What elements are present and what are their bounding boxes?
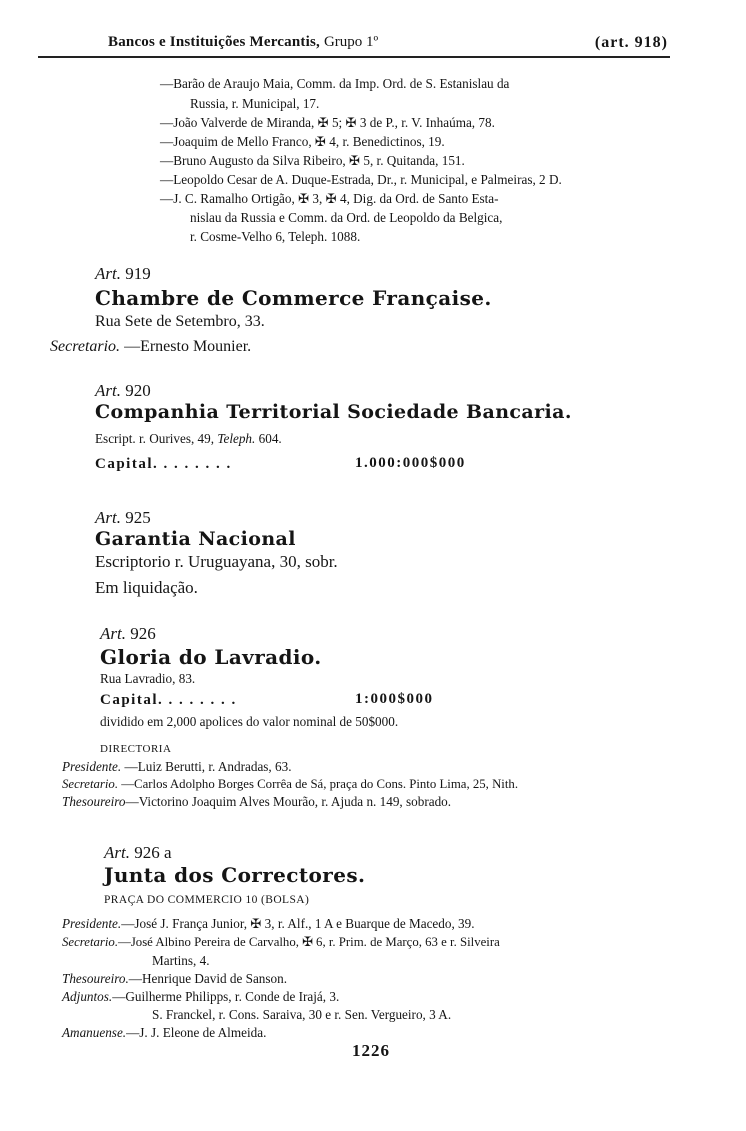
president-line: Presidente.—José J. França Junior, ✠ 3, r. Alf., 1 A e Buarque de Macedo, 39. <box>62 916 475 931</box>
capital-note: dividido em 2,000 apolices do valor nominal de 50$000. <box>100 714 399 729</box>
capital-line: Capital. . . . . . . . <box>100 692 237 708</box>
article-name: Chambre de Commerce Française. <box>95 286 492 310</box>
secretary-line-cont: Martins, 4. <box>152 953 210 968</box>
article-place: PRAÇA DO COMMERCIO 10 (BOLSA) <box>104 894 310 906</box>
header-rule <box>38 56 670 58</box>
member-line: —Joaquim de Mello Franco, ✠ 4, r. Benedictinos, 19. <box>160 134 445 149</box>
capital-value: 1.000:000$000 <box>355 455 466 471</box>
member-line: Russia, r. Municipal, 17. <box>190 96 320 111</box>
article-name: Junta dos Correctores. <box>104 863 366 887</box>
adjuncts-line-cont: S. Franckel, r. Cons. Saraiva, 30 e r. Sen. Vergueiro, 3 A. <box>152 1007 452 1022</box>
article-address: Rua Sete de Setembro, 33. <box>95 313 265 330</box>
header-group: Grupo 1º <box>323 34 379 50</box>
secretary-line: Secretario. —Carlos Adolpho Borges Corrêa de Sá, praça do Cons. Pinto Lima, 25, Nith. <box>62 777 519 791</box>
article-number: Art. 920 <box>95 381 151 400</box>
article-number: Art. 919 <box>95 264 151 283</box>
member-line: nislau da Russia e Comm. da Ord. de Leopoldo da Belgica, <box>190 210 503 225</box>
member-line: —J. C. Ramalho Ortigão, ✠ 3, ✠ 4, Dig. da Ord. de Santo Esta- <box>160 191 499 206</box>
article-number: Art. 926 <box>100 624 156 643</box>
article-number: Art. 925 <box>95 508 151 527</box>
clerk-line: Amanuense.—J. J. Eleone de Almeida. <box>62 1025 267 1040</box>
member-line: —Leopoldo Cesar de A. Duque-Estrada, Dr., r. Municipal, e Palmeiras, 2 D. <box>160 172 562 187</box>
article-name: Garantia Nacional <box>95 528 296 550</box>
article-status: Em liquidação. <box>95 578 198 597</box>
board-heading: DIRECTORIA <box>100 743 172 755</box>
president-line: Presidente. —Luiz Berutti, r. Andradas, 63. <box>62 759 292 774</box>
treasurer-line: Thesoureiro—Victorino Joaquim Alves Mourão, r. Ajuda n. 149, sobrado. <box>62 794 452 809</box>
header-title: Bancos e Instituições Mercantis, <box>108 34 320 50</box>
article-name: Companhia Territorial Sociedade Bancaria. <box>95 401 572 423</box>
capital-line: Capital. . . . . . . . <box>95 456 232 472</box>
capital-value: 1:000$000 <box>355 691 434 707</box>
page-number: 1226 <box>352 1041 390 1060</box>
treasurer-line: Thesoureiro.—Henrique David de Sanson. <box>62 971 288 986</box>
header-article: (art. 918) <box>594 34 668 51</box>
secretary-line: Secretario. —Ernesto Mounier. <box>50 338 252 355</box>
article-address: Rua Lavradio, 83. <box>100 671 196 686</box>
article-number: Art. 926 a <box>104 843 172 862</box>
adjuncts-line: Adjuntos.—Guilherme Philipps, r. Conde de Irajá, 3. <box>62 989 340 1004</box>
running-header <box>108 34 668 51</box>
article-address: Escriptorio r. Uruguayana, 30, sobr. <box>95 552 338 571</box>
member-line: —Bruno Augusto da Silva Ribeiro, ✠ 5, r. Quitanda, 151. <box>160 153 465 168</box>
member-line: r. Cosme-Velho 6, Teleph. 1088. <box>190 229 361 244</box>
member-line: —Barão de Araujo Maia, Comm. da Imp. Ord. de S. Estanislau da <box>160 76 510 91</box>
article-address: Escript. r. Ourives, 49, Teleph. 604. <box>95 431 282 446</box>
member-line: —João Valverde de Miranda, ✠ 5; ✠ 3 de P., r. V. Inhaúma, 78. <box>160 115 495 130</box>
secretary-line: Secretario.—José Albino Pereira de Carvalho, ✠ 6, r. Prim. de Março, 63 e r. Silveira <box>62 935 500 949</box>
article-name: Gloria do Lavradio. <box>100 645 322 669</box>
